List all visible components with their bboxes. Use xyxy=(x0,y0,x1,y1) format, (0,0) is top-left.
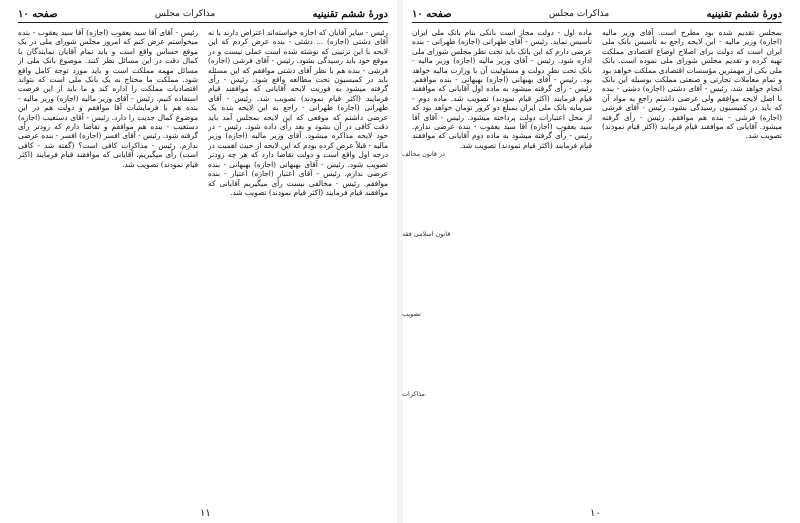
margin-note: مذاکرات xyxy=(402,390,425,398)
page-label: صفحه ۱۰ xyxy=(412,8,452,20)
margin-note: در قانون مخالف xyxy=(402,150,445,158)
right-page-header xyxy=(412,6,782,23)
text-column-left xyxy=(18,28,198,508)
margin-note: تصویب xyxy=(402,310,421,318)
column-text: رئیس - آقای آقا سید یعقوب (اجازه) آقا سید یعقوب - بنده میخواستم عرض کنم که امروز مجلس شورای ملی در یک موقع حساس واقع است و باید تمام آقایان نمایندگان با کمال دقت در این مسائل نظر کنند. موضوع بانک ملی از مسائل مهمه مملکت است و باید مورد توجه کامل واقع شود. مملکت ما محتاج به یک بانک ملی است که بتواند اقتصادیات مملکت را اداره کند و ما باید از این فرصت استفاده کنیم. رئیس - آقای وزیر مالیه (اجازه) وزیر مالیه - بنده هم با فرمایشات آقا موافقم و دولت هم در این موضوع کمال جدیت را دارد. رئیس - آقای دستغیب (اجازه) دستغیب - بنده هم موافقم و تقاضا دارم که زودتر رأی گرفته شود. رئیس - آقای افسر (اجازه) افسر - بنده عرضی ندارم. رئیس - مذاکرات کافی است؟ (گفته شد - کافی است) رأی میگیریم. آقایانی که موافقند قیام فرمایند (اکثر قیام نمودند) تصویب شد. xyxy=(18,28,198,169)
page-number: ۱۰ xyxy=(590,508,601,519)
column-text: بمجلس تقدیم شده بود مطرح است. آقای وزیر مالیه (اجازه) وزیر مالیه - این لایحه راجع به تأسیس بانک ملی ایران است که دولت برای اصلاح اوضاع اقتصادی مملکت تهیه کرده و تقدیم مجلس شورای ملی نموده است. بانک ملی یکی از مهمترین مؤسسات اقتصادی مملکت خواهد بود و تمام معاملات تجارتی و صنعتی مملکت بوسیله این بانک انجام خواهد شد. رئیس - آقای دشتی (اجازه) دشتی - بنده با اصل لایحه موافقم ولی عرضی داشتم راجع به مواد آن که باید در کمیسیون رسیدگی بشود. رئیس - آقای فرشی (اجازه) فرشی - بنده هم موافقم. رئیس - رأی گرفته میشود. آقایانی که موافقند قیام فرمایند (اکثر قیام نمودند) تصویب شد. xyxy=(602,28,782,141)
left-page-columns xyxy=(18,28,388,508)
column-text: ماده اول - دولت مجاز است بانکی بنام بانک ملی ایران تأسیس نماید. رئیس - آقای طهرانی (اجازه) طهرانی - بنده عرضی دارم که این بانک باید تحت نظر مجلس شورای ملی اداره شود. رئیس - آقای وزیر مالیه (اجازه) وزیر مالیه - بانک تحت نظر دولت و مسئولیت آن با وزارت مالیه خواهد بود. رئیس - آقای بهبهانی (اجازه) بهبهانی - بنده موافقم. رئیس - رأی گرفته میشود به ماده اول آقایانی که موافقند قیام فرمایند (اکثر قیام نمودند) تصویب شد. ماده دوم - سرمایه بانک ملی ایران بمبلغ دو کرور تومان خواهد بود که از محل اعتبارات دولت پرداخته میشود. رئیس - آقای آقا سید یعقوب (اجازه) آقا سید یعقوب - بنده عرضی ندارم. رئیس - رأی گرفته میشود به ماده دوم آقایانی که موافقند قیام فرمایند (اکثر قیام نمودند) تصویب شد. xyxy=(412,28,592,150)
running-title: مذاکرات مجلس xyxy=(548,9,610,19)
page-number: ۱۱ xyxy=(200,508,211,519)
text-column-right xyxy=(208,28,388,508)
left-page-header xyxy=(18,6,388,23)
journal-title: دورهٔ ششم تقنینیه xyxy=(312,8,388,20)
column-text: رئیس - سایر آقایان که اجازه خواسته‌اند اعتراض دارند یا نه آقای دشتی (اجازه) ... دشتی - بنده عرض کردم که این لایحه با این ترتیبی که نوشته شده است عملی نیست و در موقع خود باید رسیدگی بشود. رئیس - آقای فرشی (اجازه) فرشی - بنده هم با نظر آقای دشتی موافقم که این مسئله باید در کمیسیون تحت مطالعه واقع شود. رئیس - رأی گرفته میشود به فوریت لایحه آقایانی که موافقند قیام فرمایند (اکثر قیام نمودند) تصویب شد. رئیس - آقای طهرانی (اجازه) طهرانی - راجع به این لایحه بنده یک عرضی داشتم که موقعی که این لایحه بمجلس آمد باید دقت کافی در آن بشود و بعد رأی داده شود. رئیس - در خود لایحه مذاکره میشود. آقای وزیر مالیه (اجازه) وزیر مالیه - قبلاً عرض کرده بودم که این لایحه از حیث اهمیت در درجه اول واقع است و دولت تقاضا دارد که هر چه زودتر تصویب شود. رئیس - آقای بهبهانی (اجازه) بهبهانی - بنده عرضی ندارم. رئیس - آقای اعتبار (اجازه) اعتبار - بنده موافقم. رئیس - مخالفی نیست رأی میگیریم آقایانی که موافقند قیام فرمایند (اکثر قیام نمودند) تصویب شد. xyxy=(208,28,388,197)
running-title: مذاکرات مجلس xyxy=(154,9,216,19)
page-label: صفحه ۱۰ xyxy=(18,8,58,20)
text-column-right xyxy=(602,28,782,508)
right-page-columns xyxy=(412,28,782,508)
right-page xyxy=(400,0,800,523)
journal-title: دورهٔ ششم تقنینیه xyxy=(706,8,782,20)
text-column-left xyxy=(412,28,592,508)
margin-note: قانون اسلامی فقه xyxy=(402,230,451,238)
